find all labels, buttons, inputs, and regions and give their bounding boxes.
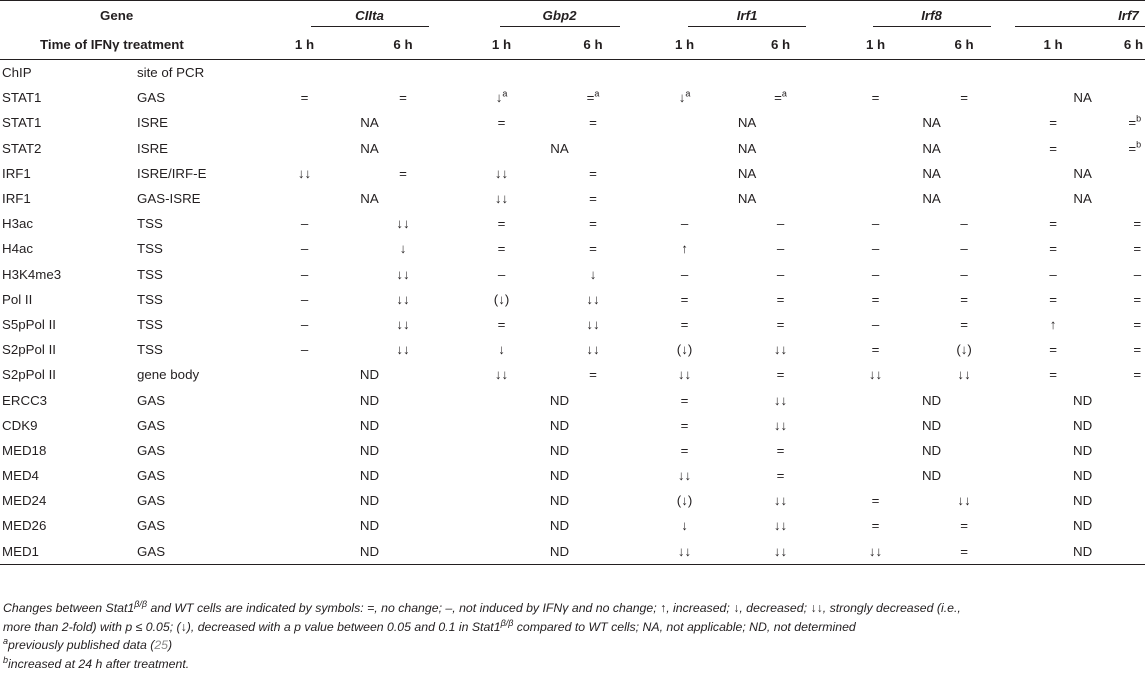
chip-target: STAT2	[2, 140, 42, 156]
value-cell: ↓	[498, 342, 505, 358]
time-label: 1 h	[1020, 30, 1086, 60]
merged-cell: ND	[549, 468, 570, 484]
value-cell: ↓↓	[677, 468, 692, 484]
value-cell: ↓↓	[586, 342, 600, 358]
merged-cell: ND	[1072, 468, 1093, 484]
value-cell: =	[589, 241, 597, 257]
merged-cell: NA	[360, 191, 379, 207]
chip-target: ChIP	[2, 65, 32, 81]
value-cell: =	[497, 216, 506, 232]
merged-cell: ND	[921, 442, 942, 458]
value-cell: =	[680, 442, 689, 458]
value-cell: ↓↓	[773, 342, 788, 358]
value-cell: =	[1049, 216, 1057, 232]
value-cell: =	[680, 316, 689, 332]
merged-cell: ND	[921, 468, 942, 484]
pcr-site: TSS	[137, 241, 163, 257]
value-cell: ↓↓	[843, 539, 908, 565]
value-cell: =	[960, 291, 968, 307]
table-row	[0, 337, 1145, 362]
value-cell: ↓	[589, 266, 597, 282]
value-cell: –	[776, 266, 785, 282]
chip-target: CDK9	[2, 417, 38, 433]
header-row-times	[0, 30, 1145, 60]
table-row	[0, 60, 1145, 86]
value-cell: ↓↓	[773, 518, 788, 534]
table-row	[0, 110, 1145, 135]
table-row	[0, 186, 1145, 211]
pcr-site: TSS	[137, 342, 163, 358]
merged-cell: NA	[360, 115, 379, 131]
chip-target: MED18	[2, 442, 47, 458]
pcr-site: GAS	[137, 539, 271, 565]
pcr-site: TSS	[137, 216, 163, 232]
value-cell: =$^b$	[1128, 114, 1142, 131]
time-header: Time of IFNγ treatment	[0, 30, 271, 60]
value-cell: –	[776, 241, 785, 257]
pcr-site: gene body	[137, 367, 200, 383]
merged-cell: ND	[468, 539, 651, 565]
value-cell: =$^b$	[1128, 139, 1142, 156]
value-cell: –	[300, 241, 309, 257]
merged-cell: ND	[359, 417, 380, 433]
value-cell: =	[1049, 342, 1057, 358]
chip-target: MED1	[0, 539, 137, 565]
value-cell: ↓↓	[868, 367, 883, 383]
chip-target: MED4	[2, 468, 39, 484]
value-cell: –	[300, 291, 309, 307]
value-cell: –	[680, 216, 689, 232]
value-cell: –	[776, 216, 785, 232]
merged-cell: ND	[549, 417, 570, 433]
chip-target: IRF1	[2, 191, 31, 207]
value-cell: ↓↓	[773, 417, 788, 433]
gene-name-irf7: Irf7	[1020, 1, 1145, 31]
value-cell: =	[589, 191, 597, 207]
merged-cell: NA	[922, 191, 941, 207]
value-cell: –	[960, 216, 968, 232]
value-cell: ↓↓	[494, 165, 509, 181]
pcr-site: ISRE	[137, 115, 169, 131]
pcr-site: GAS	[137, 442, 166, 458]
pcr-site: GAS	[137, 468, 166, 484]
value-cell: =	[680, 392, 689, 408]
merged-cell: ND	[1072, 442, 1093, 458]
value-cell: =	[776, 442, 785, 458]
value-cell: =	[1133, 342, 1142, 358]
table-row	[0, 312, 1145, 337]
table-row	[0, 513, 1145, 538]
value-cell: =	[497, 115, 506, 131]
value-cell: –	[871, 316, 880, 332]
value-cell: =	[776, 291, 785, 307]
merged-cell: ND	[359, 392, 380, 408]
merged-cell: NA	[922, 115, 941, 131]
pcr-site: site of PCR	[137, 65, 205, 81]
table-row	[0, 463, 1145, 488]
value-cell: ↓↓	[297, 165, 312, 181]
footnote-b: $^b$increased at 24 h after treatment.	[3, 654, 190, 671]
value-cell: =	[497, 241, 506, 257]
value-cell: ↓	[681, 518, 688, 534]
merged-cell: NA	[737, 191, 757, 207]
value-cell: ↓↓	[651, 539, 718, 565]
chip-target: S5pPol II	[2, 316, 56, 332]
merged-cell: NA	[550, 140, 569, 156]
value-cell: –	[300, 266, 309, 282]
merged-cell: ND	[921, 417, 942, 433]
value-cell: (↓)	[676, 342, 693, 358]
value-cell: –	[300, 316, 309, 332]
merged-cell: NA	[360, 140, 379, 156]
merged-cell: NA	[737, 115, 757, 131]
value-cell: (↓)	[493, 291, 510, 307]
pcr-site: TSS	[137, 266, 163, 282]
pcr-site: GAS	[137, 417, 166, 433]
value-cell: =	[960, 518, 968, 534]
value-cell: =	[300, 90, 309, 106]
chip-target: H3ac	[2, 216, 34, 232]
chip-target: MED26	[2, 518, 47, 534]
merged-cell: ND	[271, 539, 468, 565]
merged-cell: NA	[922, 140, 941, 156]
merged-cell: ND	[549, 493, 570, 509]
gene-name-ciita: CIIta	[271, 1, 468, 31]
value-cell: ↓↓	[494, 191, 509, 207]
merged-cell: ND	[1072, 493, 1093, 509]
pcr-site: GAS-ISRE	[137, 191, 201, 207]
value-cell: ↓↓	[957, 493, 971, 509]
value-cell: ↓↓	[396, 266, 410, 282]
value-cell: =	[1049, 291, 1057, 307]
value-cell: –	[871, 216, 880, 232]
table-footnotes	[3, 599, 1143, 673]
table-row	[0, 287, 1145, 312]
value-cell: –	[300, 216, 309, 232]
value-cell: =	[1133, 216, 1142, 232]
chip-target: STAT1	[2, 115, 42, 131]
value-cell: =	[1133, 367, 1142, 383]
value-cell: ↓↓	[586, 291, 600, 307]
merged-cell: ND	[1072, 417, 1093, 433]
value-cell: =	[399, 90, 407, 106]
value-cell: =	[1049, 140, 1057, 156]
value-cell: –	[871, 266, 880, 282]
pcr-site: GAS	[137, 392, 166, 408]
value-cell: ↓$^a$	[495, 88, 508, 106]
value-cell: ↓↓	[494, 367, 509, 383]
time-label: 6 h	[1086, 30, 1145, 60]
value-cell: ↓	[399, 241, 407, 257]
merged-cell: ND	[359, 367, 380, 383]
merged-cell: ND	[359, 468, 380, 484]
value-cell: –	[497, 266, 506, 282]
value-cell: –	[1049, 266, 1057, 282]
value-cell: –	[680, 266, 689, 282]
table-row	[0, 438, 1145, 463]
table-row	[0, 387, 1145, 412]
chip-target: IRF1	[2, 165, 31, 181]
value-cell: (↓)	[676, 493, 693, 509]
value-cell: –	[871, 241, 880, 257]
table-row	[0, 262, 1145, 287]
pcr-site: ISRE/IRF-E	[137, 165, 207, 181]
value-cell: –	[960, 266, 968, 282]
value-cell: ↓↓	[677, 367, 692, 383]
value-cell: (↓)	[956, 342, 972, 358]
value-cell: =	[960, 316, 968, 332]
gene-name-irf1: Irf1	[651, 1, 843, 31]
table-body	[0, 60, 1145, 565]
pcr-site: TSS	[137, 291, 163, 307]
value-cell: =	[1133, 291, 1142, 307]
value-cell: –	[960, 241, 968, 257]
value-cell: =	[1133, 316, 1142, 332]
chip-target: MED24	[2, 493, 47, 509]
merged-cell: ND	[1072, 392, 1093, 408]
value-cell: =	[680, 291, 689, 307]
value-cell: =	[680, 417, 689, 433]
value-cell: =	[871, 291, 880, 307]
footnote-a: $^a$previously published data (25)	[3, 635, 173, 652]
value-cell: =	[1133, 241, 1142, 257]
value-cell: =	[776, 316, 785, 332]
value-cell: =	[871, 90, 880, 106]
table-row	[0, 413, 1145, 438]
merged-cell: ND	[921, 392, 942, 408]
value-cell: ↑	[681, 241, 688, 257]
merged-cell: ND	[359, 442, 380, 458]
gene-name-gbp2: Gbp2	[468, 1, 651, 31]
merged-cell: NA	[1073, 191, 1092, 207]
merged-cell: ND	[359, 518, 380, 534]
table-row	[0, 488, 1145, 513]
table-row	[0, 539, 1145, 565]
merged-cell: NA	[1073, 90, 1092, 106]
chip-target: S2pPol II	[2, 342, 56, 358]
time-label: 1 h	[651, 30, 718, 60]
pcr-site: GAS	[137, 493, 166, 509]
value-cell: =	[589, 367, 597, 383]
table-row	[0, 362, 1145, 387]
value-cell: =	[589, 216, 597, 232]
time-label: 1 h	[271, 30, 338, 60]
value-cell: =	[497, 316, 506, 332]
chip-target: ERCC3	[2, 392, 48, 408]
value-cell: –	[300, 342, 309, 358]
header-row-genes	[0, 1, 1145, 31]
value-cell: ↓↓	[586, 316, 600, 332]
value-cell: –	[1133, 266, 1142, 282]
table-row	[0, 136, 1145, 161]
value-cell: ↓↓	[396, 291, 410, 307]
gene-name-irf8: Irf8	[843, 1, 1020, 31]
value-cell: ↓↓	[396, 216, 410, 232]
pcr-site: TSS	[137, 316, 163, 332]
time-label: 1 h	[468, 30, 535, 60]
pcr-site: ISRE	[137, 140, 169, 156]
chip-target: H4ac	[2, 241, 34, 257]
value-cell: =	[871, 518, 880, 534]
merged-cell: NA	[737, 165, 757, 181]
time-label: 6 h	[338, 30, 468, 60]
value-cell: =	[1049, 115, 1057, 131]
merged-cell: ND	[549, 518, 570, 534]
empty-cell	[271, 60, 1145, 86]
value-cell: =	[776, 367, 785, 383]
value-cell: =	[399, 165, 407, 181]
merged-cell: ND	[1020, 539, 1145, 565]
time-label: 1 h	[843, 30, 908, 60]
table-row	[0, 85, 1145, 110]
time-label: 6 h	[535, 30, 651, 60]
value-cell: =	[871, 493, 880, 509]
chip-target: S2pPol II	[2, 367, 56, 383]
value-cell: ↓↓	[957, 367, 971, 383]
table-row	[0, 211, 1145, 236]
value-cell: =	[776, 468, 785, 484]
chip-target: H3K4me3	[2, 266, 62, 282]
value-cell: =	[1049, 367, 1057, 383]
gene-header: Gene	[0, 1, 271, 31]
time-label: 6 h	[718, 30, 843, 60]
value-cell: =	[589, 115, 597, 131]
chip-target: Pol II	[2, 291, 33, 307]
table-row	[0, 161, 1145, 186]
value-cell: =	[960, 90, 968, 106]
legend-note: Changes between $Stat1^{\beta/\beta}$ and WT cells are indicated by symbols: =, no change; –, not induced by IFNγ and no change; ↑, increased; ↓, decreased; ↓↓, strongly decreased (i.e., more than 2-fold) with p ≤ 0.05; (↓), decreased with a p value between 0.05 and 0.1 in $Stat1^{\beta/\beta}$ compared to WT cells; NA, not applicable; ND, not determined	[3, 598, 961, 634]
value-cell: ↓↓	[396, 342, 410, 358]
merged-cell: ND	[549, 392, 570, 408]
value-cell: =	[1049, 241, 1057, 257]
time-label: 6 h	[908, 30, 1020, 60]
value-cell: ↓$^a$	[678, 88, 691, 106]
value-cell: =	[908, 539, 1020, 565]
merged-cell: NA	[1073, 165, 1092, 181]
value-cell: ↓↓	[718, 539, 843, 565]
table-row	[0, 236, 1145, 261]
pcr-site: GAS	[137, 518, 166, 534]
pcr-site: GAS	[137, 90, 166, 106]
value-cell: =	[589, 165, 597, 181]
chip-target: STAT1	[2, 90, 42, 106]
merged-cell: ND	[549, 442, 570, 458]
value-cell: ↓↓	[396, 316, 410, 332]
value-cell: ↓↓	[773, 392, 788, 408]
value-cell: =$^a$	[774, 88, 787, 106]
merged-cell: NA	[922, 165, 941, 181]
merged-cell: ND	[1072, 518, 1093, 534]
value-cell: =$^a$	[586, 88, 600, 106]
value-cell: ↑	[1049, 316, 1057, 332]
merged-cell: ND	[359, 493, 380, 509]
value-cell: ↓↓	[773, 493, 788, 509]
citation-link[interactable]: 25	[154, 638, 168, 652]
merged-cell: NA	[737, 140, 757, 156]
value-cell: =	[871, 342, 880, 358]
